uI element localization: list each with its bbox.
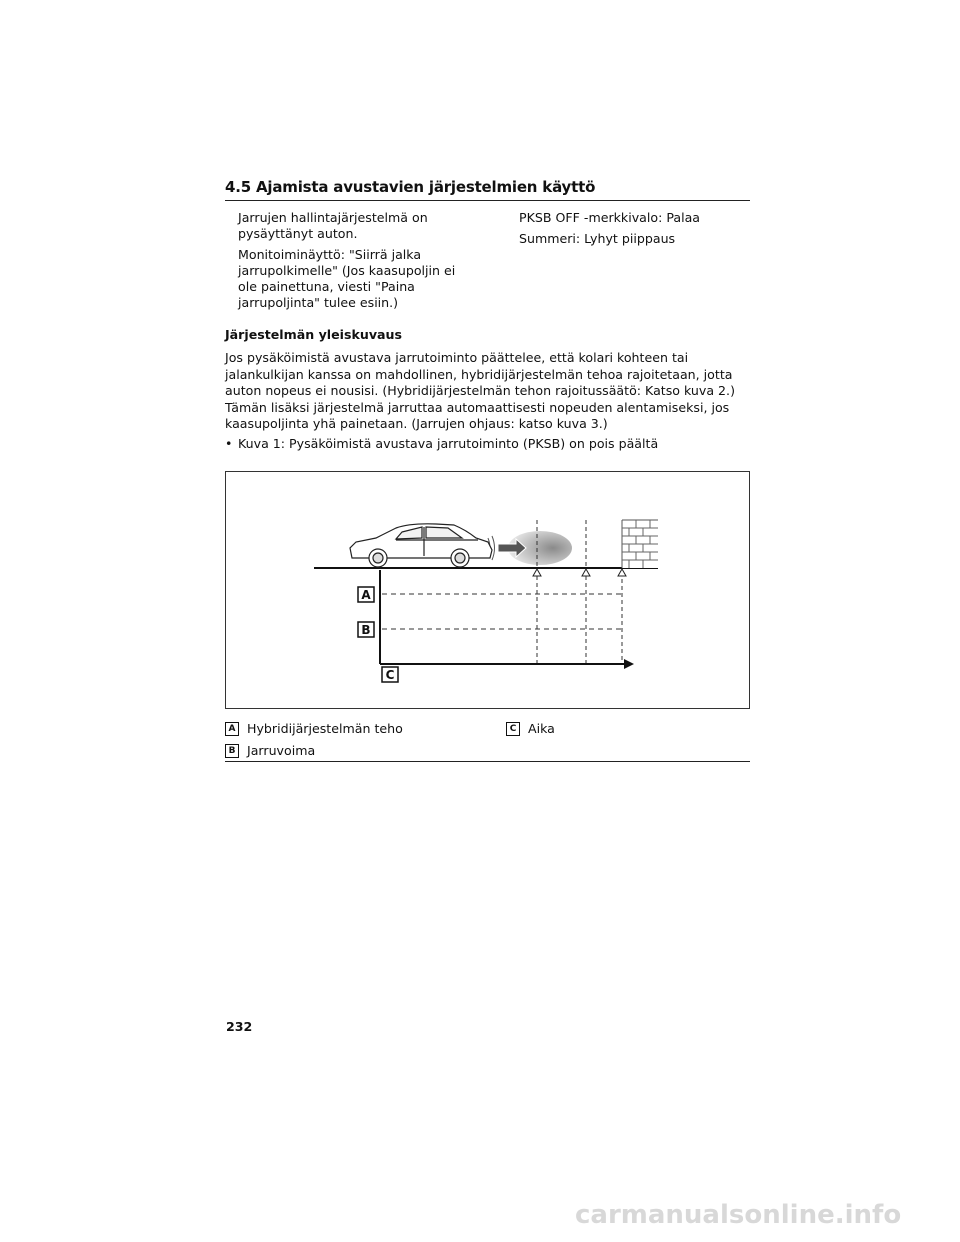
legend-badge: B (225, 744, 239, 758)
section-header (225, 178, 750, 201)
overview-heading: Järjestelmän yleiskuvaus (225, 327, 402, 342)
legend-item-c (506, 721, 555, 737)
status-column-left (238, 210, 473, 316)
triangle-marker-icon (582, 569, 590, 576)
label-b: B (361, 623, 371, 637)
overview-paragraph: Jos pysäköimistä avustava jarrutoiminto päättelee, että kolari kohteen tai jalankulkijan kanssa on mahdollinen, hybridijärjestelmän tehoa rajoitetaan, jotta auton nopeus ei nousisi. (Hybridijärjestelmän tehon rajoitussäätö: Katso kuva 2.) Tämän lisäksi järjestelmä jarruttaa automaattisesti nopeuden alentamiseksi, jos kaasupoljinta yhä painetaan. (Jarrujen ohjaus: katso kuva 3.) (225, 350, 735, 431)
watermark: carmanualsonline.info (575, 1200, 902, 1230)
legend-text: Jarruvoima (247, 743, 316, 758)
triangle-marker-icon (533, 569, 541, 576)
label-box-b (358, 622, 374, 637)
legend-item-b (225, 743, 315, 759)
status-column-right (519, 210, 749, 252)
figure-drawing (226, 472, 751, 710)
figure-illustration (225, 471, 750, 709)
triangle-marker-icon (618, 569, 626, 576)
legend-text: Hybridijärjestelmän teho (247, 721, 403, 736)
status-text: Summeri: Lyhyt piippaus (519, 231, 676, 246)
axis-arrow-icon (624, 659, 634, 669)
legend-item-a (225, 721, 403, 737)
label-a: A (361, 588, 371, 602)
bullet-dot: • (225, 436, 233, 451)
bullet-text: Kuva 1: Pysäköimistä avustava jarrutoiminto (PKSB) on pois päältä (238, 436, 659, 451)
legend-divider (225, 761, 750, 762)
label-box-a (358, 587, 374, 602)
legend-badge: C (506, 722, 520, 736)
page-number: 232 (226, 1019, 253, 1034)
status-text: Jarrujen hallintajärjestelmä on pysäyttänyt auton. (238, 210, 428, 241)
legend-text: Aika (528, 721, 555, 736)
label-c: C (385, 668, 395, 682)
section-title: 4.5 Ajamista avustavien järjestelmien käyttö (225, 178, 596, 196)
status-text: Monitoiminäyttö: "Siirrä jalka jarrupolkimelle" (Jos kaasupoljin ei ole painettuna, viesti "Paina jarrupoljinta" tulee esiin.) (238, 247, 456, 310)
label-box-c (382, 667, 398, 682)
status-text: PKSB OFF -merkkivalo: Palaa (519, 210, 701, 225)
bullet-item (225, 436, 755, 452)
legend-badge: A (225, 722, 239, 736)
wall-icon (622, 520, 658, 568)
car-icon (350, 524, 492, 567)
